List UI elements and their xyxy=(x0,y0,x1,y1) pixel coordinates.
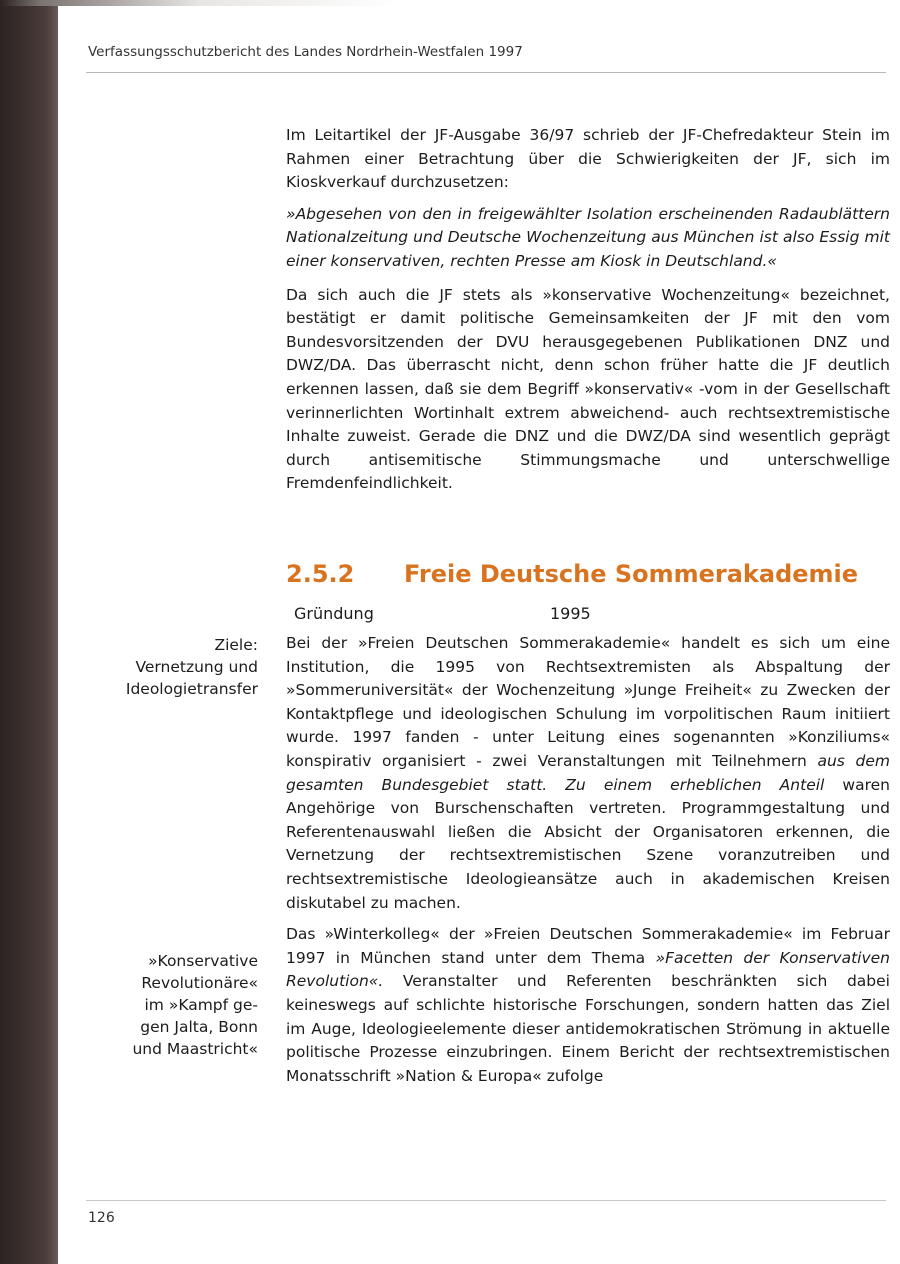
main-column-top xyxy=(286,124,890,504)
paragraph-organization-rest: waren Angehörige von Burschenschaften vertreten. Programmgestaltung und Referentenauswahl ließen die Absicht der Organisatoren erkennen, die Vernetzung der rechtsextremistischen Szene voranzutreiben und rechtsextremistische Ideologieansätze auch in akademischen Kreisen diskutabel zu machen. xyxy=(286,775,890,912)
founding-year: 1995 xyxy=(550,604,591,623)
book-binding-edge xyxy=(0,0,58,1264)
margin-note-goals-line: Vernetzung und xyxy=(135,658,258,676)
running-header: Verfassungsschutzbericht des Landes Nordrhein-Westfalen 1997 xyxy=(88,44,523,60)
quote-block: »Abgesehen von den in freigewählter Isolation erscheinenden Radaublättern Nationalzeitung und Deutsche Wochenzeitung aus München ist also Essig mit einer konservativen, rechten Presse am Kiosk in Deutschland.« xyxy=(286,204,890,270)
paragraph-intro: Im Leitartikel der JF-Ausgabe 36/97 schrieb der JF-Chefredakteur Stein im Rahmen einer Betrachtung über die Schwierigkeiten der JF, sich im Kioskverkauf durchzusetzen: xyxy=(286,126,890,192)
footer-divider xyxy=(86,1200,886,1201)
paragraph-winterkolleg-theme: »Facetten der Konservativen Revolution«. xyxy=(286,948,890,991)
margin-note-goals-line: Ziele: xyxy=(214,636,258,654)
header-divider xyxy=(86,72,886,73)
section-title: Freie Deutsche Sommerakademie xyxy=(404,560,859,588)
founding-label: Gründung xyxy=(294,604,374,623)
margin-note-revolution-line: und Maastricht« xyxy=(132,1040,258,1058)
margin-note-goals xyxy=(80,634,258,700)
paragraph-organization xyxy=(286,632,890,915)
margin-note-revolution-line: Revolutionäre« xyxy=(141,974,258,992)
section-heading xyxy=(286,560,890,588)
margin-note-revolution xyxy=(80,950,258,1060)
paragraph-winterkolleg xyxy=(286,923,890,1088)
page-number: 126 xyxy=(88,1210,115,1226)
paragraph-analysis: Da sich auch die JF stets als »konservative Wochenzeitung« bezeichnet, bestätigt er damit politische Gemeinsamkeiten der JF mit den vom Bundesvorsitzenden der DVU herausgegebenen Publikationen DNZ und DWZ/DA. Das überrascht nicht, denn schon früher hatte die JF deutlich erkennen lassen, daß sie dem Begriff »konservativ« -vom in der Gesellschaft verinnerlichten Wortinhalt extrem abweichend- auch rechtsextremistische Inhalte zuweist. Gerade die DNZ und die DWZ/DA sind wesentlich geprägt durch antisemitische Stimmungsmache und unterschwellige Fremdenfeindlichkeit. xyxy=(286,285,890,493)
founding-line xyxy=(294,604,591,623)
paragraph-winterkolleg-start: Das »Winterkolleg« der »Freien Deutschen Sommerakademie« im Februar 1997 in München stand unter dem Thema xyxy=(286,925,890,967)
section-number: 2.5.2 xyxy=(286,560,355,588)
margin-note-revolution-line: gen Jalta, Bonn xyxy=(140,1018,258,1036)
scan-top-edge xyxy=(0,0,900,6)
paragraph-organization-italic: aus dem gesamten Bundesgebiet statt. Zu einem erheblichen Anteil xyxy=(286,751,890,794)
margin-note-revolution-line: »Konservative xyxy=(148,952,258,970)
margin-note-goals-line: Ideologietransfer xyxy=(125,680,258,698)
margin-note-revolution-line: im »Kampf ge- xyxy=(144,996,258,1014)
paragraph-organization-text: Bei der »Freien Deutschen Sommerakademie« handelt es sich um eine Institution, die 1995 von Rechtsextremisten als Abspaltung der »Sommeruniversität« der Wochenzeitung »Junge Freiheit« zu Zwecken der Kontaktpflege und ideologischen Schulung im vorpolitischen Raum initiiert wurde. 1997 fanden - unter Leitung eines sogenannten »Konziliums« konspirativ organisiert - zwei Veranstaltungen mit Teilnehmern xyxy=(286,634,890,770)
paragraph-winterkolleg-end: Veranstalter und Referenten beschränkten sich dabei keineswegs auf schlichte historische Forschungen, sondern hatten das Ziel im Auge, Ideologieelemente dieser antidemokratischen Strömung in aktuelle politische Prozesse einzubringen. Einem Bericht der rechtsextremistischen Monatsschrift »Nation & Europa« zufolge xyxy=(286,972,890,1085)
section-body xyxy=(286,632,890,1096)
